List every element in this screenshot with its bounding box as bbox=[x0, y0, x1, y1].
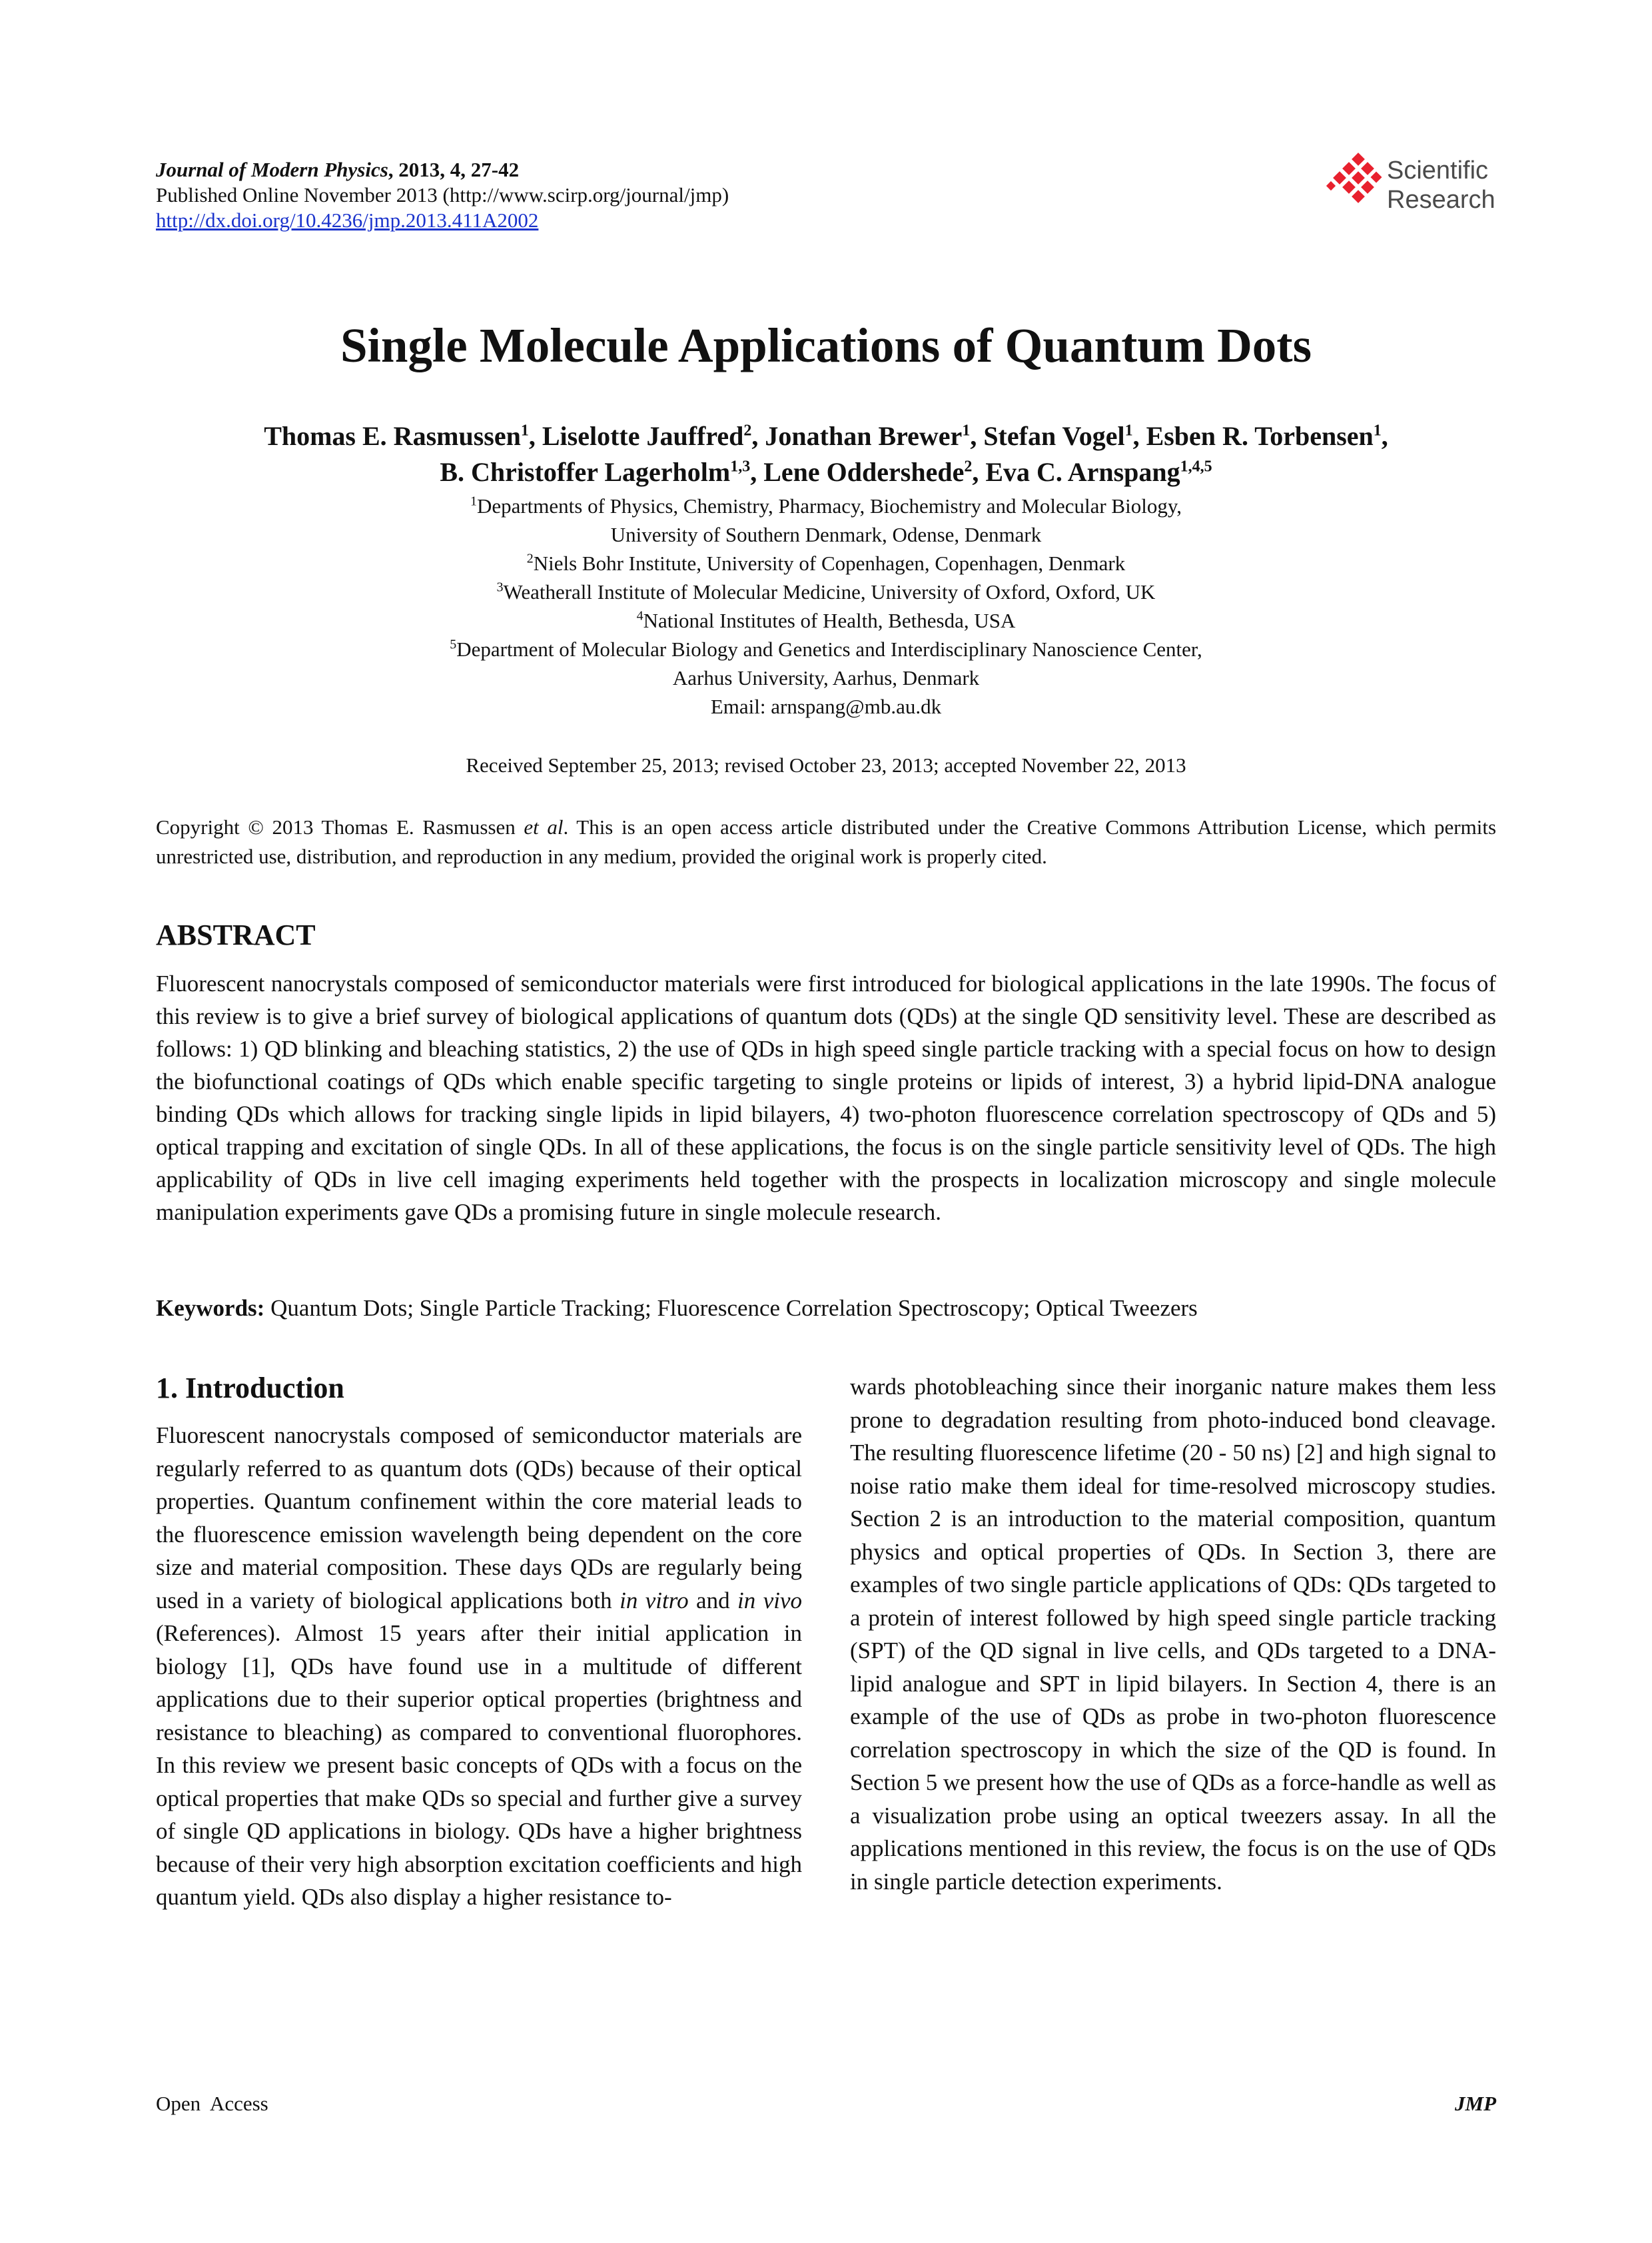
affil-number: 3 bbox=[496, 580, 504, 595]
section-heading: 1. Introduction bbox=[156, 1372, 344, 1404]
affil-number: 4 bbox=[636, 608, 643, 624]
author-affil-mark: 1 bbox=[962, 422, 971, 440]
author-name: , Stefan Vogel bbox=[970, 421, 1125, 451]
journal-name: Journal of Modern Physics bbox=[156, 158, 388, 181]
author-affil-mark: 2 bbox=[964, 458, 973, 476]
keywords-label: Keywords: bbox=[156, 1295, 265, 1321]
abstract-heading: ABSTRACT bbox=[156, 919, 316, 951]
author-name: , Liselotte Jauffred bbox=[528, 421, 744, 451]
diamond-cluster-icon bbox=[1326, 151, 1386, 224]
body-italic: in vitro bbox=[620, 1587, 689, 1613]
journal-header bbox=[156, 157, 729, 233]
author-list bbox=[120, 418, 1532, 490]
contact-email: Email: arnspang@mb.au.dk bbox=[710, 695, 942, 718]
body-column-left bbox=[156, 1419, 802, 1914]
author-affil-mark: 2 bbox=[743, 422, 752, 440]
copyright-text: Copyright © 2013 Thomas E. Rasmussen bbox=[156, 815, 524, 839]
affil-number: 1 bbox=[470, 494, 477, 509]
body-italic: in vivo bbox=[737, 1587, 802, 1613]
copyright-text: . This is an open access article distributed under the Creative Commons Attribution License, which permits unrestricted use, distribution, and reproduction in any medium, provided the original work is properly cited. bbox=[156, 815, 1497, 868]
affil-text: Weatherall Institute of Molecular Medicine, University of Oxford, Oxford, UK bbox=[503, 580, 1156, 604]
author-name: , Jonathan Brewer bbox=[751, 421, 963, 451]
body-text: and bbox=[688, 1587, 738, 1613]
affil-text: University of Southern Denmark, Odense, Denmark bbox=[610, 523, 1042, 546]
author-affil-mark: 1 bbox=[1373, 422, 1382, 440]
received-dates: Received September 25, 2013; revised October 23, 2013; accepted November 22, 2013 bbox=[466, 753, 1186, 777]
author-affil-mark: 1 bbox=[520, 422, 529, 440]
author-name: , Lene Oddershede bbox=[750, 457, 965, 487]
author-name: , Eva C. Arnspang bbox=[972, 457, 1180, 487]
paper-title: Single Molecule Applications of Quantum Dots bbox=[340, 318, 1312, 372]
logo-line-1: Scientific bbox=[1387, 157, 1489, 185]
abstract-text: Fluorescent nanocrystals composed of semiconductor materials were first introduced for biological applications in the late 1990s. The focus of this review is to give a brief survey of biological applications of quantum dots (QDs) at the single QD sensitivity level. These are described as follows: 1) QD blinking and bleaching statistics, 2) the use of QDs in high speed single particle tracking with a special focus on how to design the biofunctional coatings of QDs which enable specific targeting to single proteins or lipids of interest, 3) a hybrid lipid-DNA analogue binding QDs which allows for tracking single lipids in lipid bilayers, 4) two-photon fluorescence correlation spectroscopy of QDs and 5) optical trapping and excitation of single QDs. In all of these applications, the focus is on the single particle sensitivity level of QDs. The high applicability of QDs in live cell imaging experiments held together with the prospects in localization microscopy and single molecule manipulation experiments gave QDs a promising future in single molecule research. bbox=[156, 971, 1496, 1225]
doi-link[interactable]: http://dx.doi.org/10.4236/jmp.2013.411A2002 bbox=[156, 209, 539, 232]
published-online: Published Online November 2013 (http://www.scirp.org/journal/jmp) bbox=[156, 183, 729, 207]
footer-journal-abbrev: JMP bbox=[1455, 2092, 1496, 2115]
author-affil-mark: 1,3 bbox=[730, 458, 751, 476]
author-name: B. Christoffer Lagerholm bbox=[440, 457, 731, 487]
body-text: Fluorescent nanocrystals composed of semiconductor materials are regularly referred to as quantum dots (QDs) because of their optical properties. Quantum confinement within the core material leads to the fluorescence emission wavelength being dependent on the core size and material composition. These days QDs are regularly being used in a variety of biological applications both bbox=[156, 1422, 802, 1613]
affil-number: 2 bbox=[526, 551, 534, 566]
keywords-text: Quantum Dots; Single Particle Tracking; Fluorescence Correlation Spectroscopy; Optical Tweezers bbox=[264, 1295, 1198, 1321]
copyright-notice bbox=[156, 813, 1496, 871]
scientific-research-logo bbox=[1326, 151, 1499, 224]
affil-text: Niels Bohr Institute, University of Copenhagen, Copenhagen, Denmark bbox=[533, 552, 1126, 575]
logo-line-2: Research bbox=[1387, 186, 1495, 214]
affil-number: 5 bbox=[450, 637, 457, 652]
author-affil-mark: 1,4,5 bbox=[1180, 458, 1212, 476]
affil-text: Department of Molecular Biology and Genetics and Interdisciplinary Nanoscience Center, bbox=[456, 638, 1202, 661]
author-name: , Esben R. Torbensen bbox=[1132, 421, 1374, 451]
footer-open-access: Open Access bbox=[156, 2092, 268, 2115]
author-separator: , bbox=[1381, 421, 1388, 451]
author-affil-mark: 1 bbox=[1124, 422, 1133, 440]
affil-text: National Institutes of Health, Bethesda, USA bbox=[643, 609, 1016, 632]
affil-text: Departments of Physics, Chemistry, Pharmacy, Biochemistry and Molecular Biology, bbox=[476, 494, 1182, 518]
affil-text: Aarhus University, Aarhus, Denmark bbox=[672, 666, 980, 689]
body-text: (References). Almost 15 years after their initial application in biology [1], QDs have found use in a multitude of different applications due to their superior optical properties (brightness and resistance to bleaching) as compared to conventional fluorophores. In this review we present basic concepts of QDs with a focus on the optical properties that make QDs so special and further give a survey of single QD applications in biology. QDs have a higher brightness because of their very high absorption excitation coefficients and high quantum yield. QDs also display a higher resistance to- bbox=[156, 1620, 802, 1910]
keywords bbox=[156, 1294, 1496, 1323]
affiliations bbox=[200, 492, 1452, 721]
body-column-right: wards photobleaching since their inorganic nature makes them less prone to degradation resulting from photo-induced bond cleavage. The resulting fluorescence lifetime (20 - 50 ns) [2] and high signal to noise ratio make them ideal for time-resolved microscopy studies. Section 2 is an introduction to the material composition, quantum physics and optical properties of QDs. In Section 3, there are examples of two single particle applications of QDs: QDs targeted to a protein of interest followed by high speed single particle tracking (SPT) of the QD signal in live cells, and QDs targeted to a DNA-lipid analogue and SPT in lipid bilayers. In Section 4, there is an example of the use of QDs as probe in two-photon fluorescence correlation spectroscopy in which the size of the QD is found. In Section 5 we present how the use of QDs as a force-handle as well as a visualization probe using an optical tweezers assay. In all the applications mentioned in this review, the focus is on the use of QDs in single particle detection experiments. bbox=[850, 1374, 1496, 1895]
copyright-etal: et al bbox=[524, 815, 564, 839]
author-name: Thomas E. Rasmussen bbox=[264, 421, 521, 451]
journal-volume: , 2013, 4, 27-42 bbox=[388, 158, 520, 181]
